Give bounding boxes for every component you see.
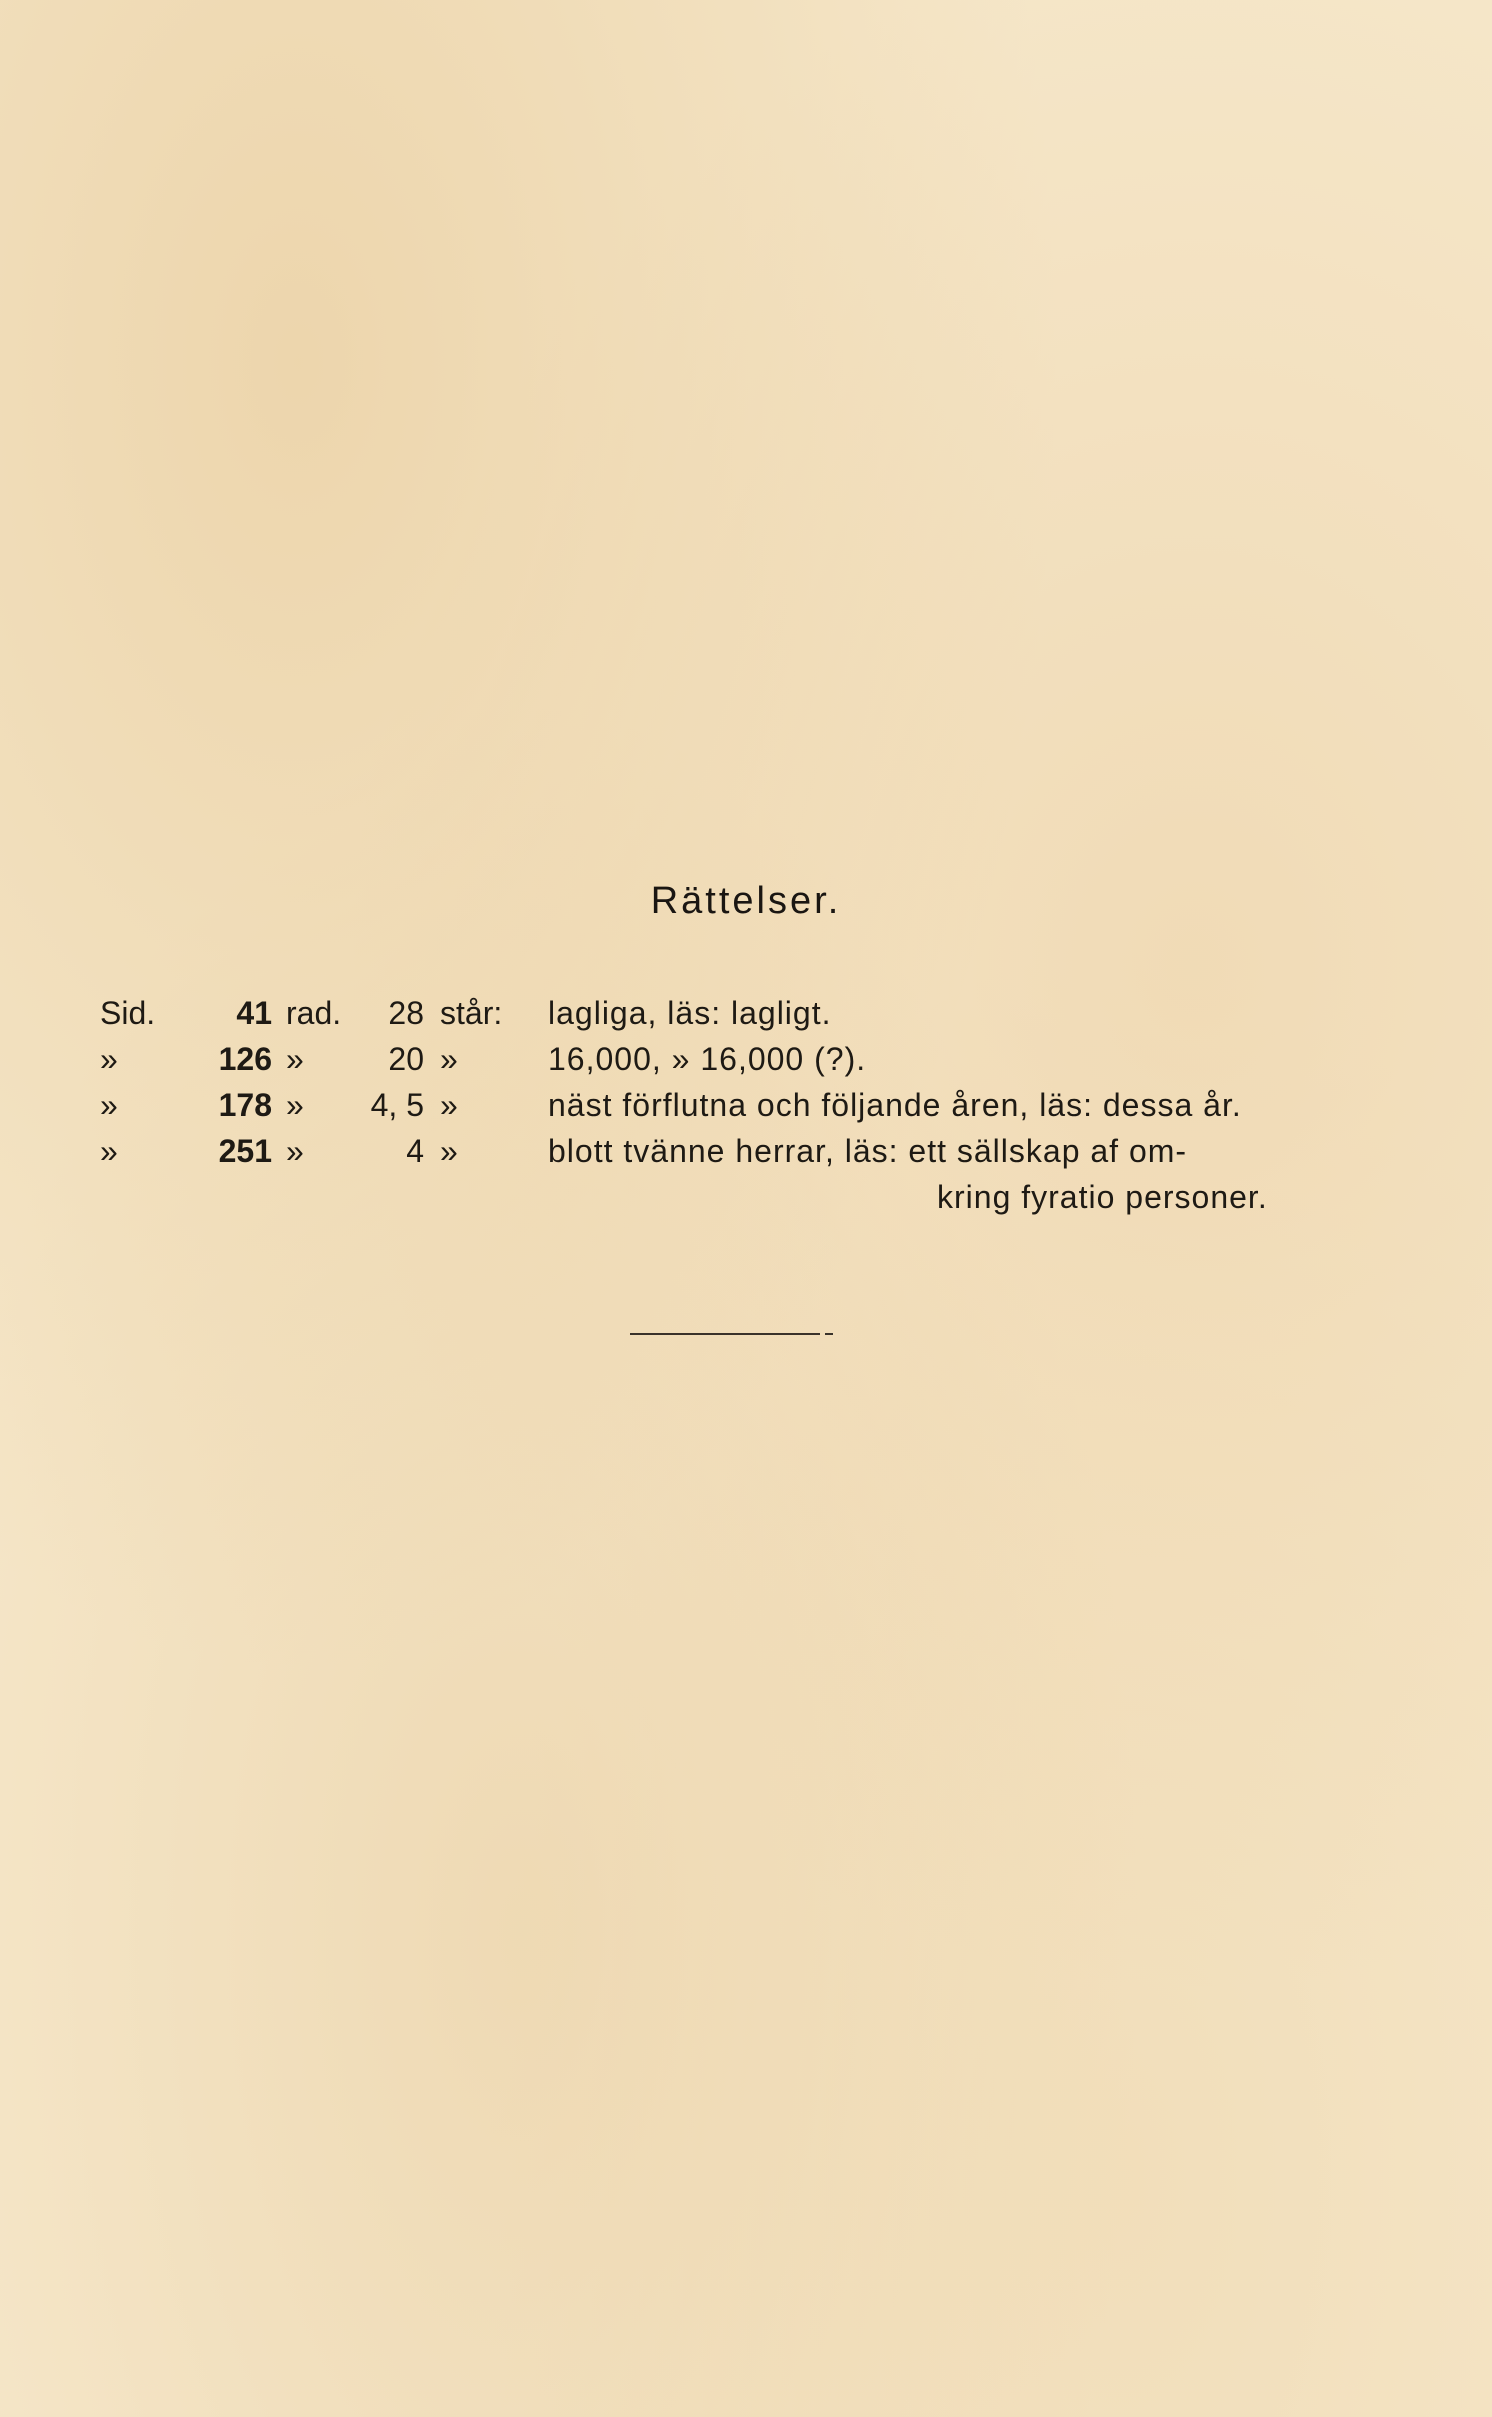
- line-prefix: »: [286, 1087, 304, 1123]
- page-prefix: »: [100, 1087, 118, 1123]
- line-prefix: »: [286, 1133, 304, 1169]
- line-number: 28: [388, 995, 424, 1031]
- line-number: 4, 5: [370, 1087, 424, 1123]
- page-prefix: Sid.: [100, 995, 156, 1031]
- page-prefix: »: [100, 1041, 118, 1077]
- stands-label: står:: [440, 995, 503, 1031]
- stands-label: »: [440, 1133, 458, 1169]
- page-number: 251: [218, 1133, 272, 1169]
- errata-row: [100, 1036, 1360, 1082]
- page-number: 41: [236, 995, 272, 1031]
- page-number: 126: [218, 1041, 272, 1077]
- line-prefix: rad.: [286, 995, 342, 1031]
- correction-text: 16,000, » 16,000 (?).: [548, 1041, 867, 1077]
- errata-row: [100, 1128, 1360, 1174]
- stands-label: »: [440, 1041, 458, 1077]
- line-number: 4: [406, 1133, 424, 1169]
- errata-list: [100, 990, 1360, 1220]
- errata-row: [100, 1082, 1360, 1128]
- line-number: 20: [388, 1041, 424, 1077]
- errata-row: [100, 990, 1360, 1036]
- divider-tail: [825, 1333, 833, 1335]
- continuation-text: kring fyratio personer.: [937, 1179, 1268, 1215]
- correction-text: näst förflutna och följande åren, läs: dessa år.: [548, 1087, 1242, 1123]
- page-number: 178: [218, 1087, 272, 1123]
- errata-continuation-row: [100, 1174, 1360, 1220]
- correction-text: lagliga, läs: lagligt.: [548, 995, 832, 1031]
- page-prefix: »: [100, 1133, 118, 1169]
- line-prefix: »: [286, 1041, 304, 1077]
- page-title: Rättelser.: [650, 880, 842, 922]
- divider: [630, 1333, 820, 1335]
- stands-label: »: [440, 1087, 458, 1123]
- correction-text: blott tvänne herrar, läs: ett sällskap af om-: [548, 1133, 1188, 1169]
